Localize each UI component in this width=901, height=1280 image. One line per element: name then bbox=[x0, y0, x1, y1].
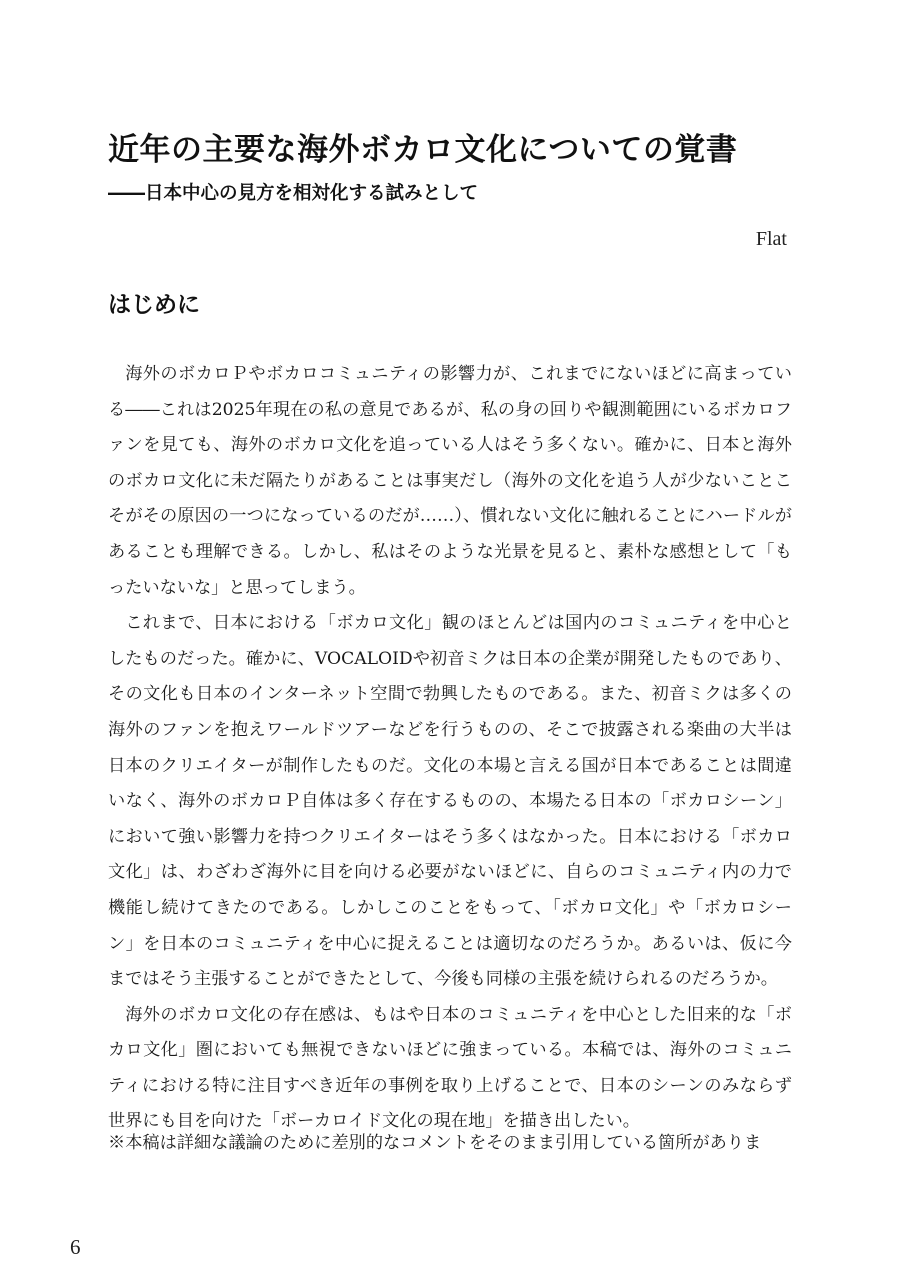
content-warning-note: ※本稿は詳細な議論のために差別的なコメントをそのまま引用している箇所がありま bbox=[108, 1133, 762, 1153]
section-heading: はじめに bbox=[108, 292, 200, 318]
paragraph: これまで、日本における「ボカロ文化」観のほとんどは国内のコミュニティを中心としたものだった。確かに、VOCALOIDや初音ミクは日本の企業が開発したものであり、その文化も日本のインターネット空間で勃興したものである。また、初音ミクは多くの海外のファンを抱えワールドツアーなどを行うものの、そこで披露される楽曲の大半は日本のクリエイターが制作したものだ。文化の本場と言える国が日本であることは間違いなく、海外のボカロＰ自体は多く存在するものの、本場たる日本の「ボカロシーン」において強い影響力を持つクリエイターはそう多くはなかった。日本における「ボカロ文化」は、わざわざ海外に目を向ける必要がないほどに、自らのコミュニティ内の力で機能し続けてきたのである。しかしこのことをもって、「ボカロ文化」や「ボカロシーン」を日本のコミュニティを中心に捉えることは適切なのだろうか。あるいは、仮に今まではそう主張することができたとして、今後も同様の主張を続けられるのだろうか。 bbox=[108, 613, 792, 990]
article-title: 近年の主要な海外ボカロ文化についての覚書 bbox=[108, 132, 738, 168]
page-number: 6 bbox=[70, 1235, 81, 1259]
paragraph: 海外のボカロ文化の存在感は、もはや日本のコミュニティを中心とした旧来的な「ボカロ文化」圏においても無視できないほどに強まっている。本稿では、海外のコミュニティにおける特に注目すべき近年の事例を取り上げることで、日本のシーンのみならず世界にも目を向けた「ボーカロイド文化の現在地」を描き出したい。 bbox=[108, 1004, 792, 1132]
article-subtitle: ――日本中心の見方を相対化する試みとして bbox=[108, 183, 479, 204]
paragraph: 海外のボカロＰやボカロコミュニティの影響力が、これまでにないほどに高まっている――これは2025年現在の私の意見であるが、私の身の回りや観測範囲にいるボカロファンを見ても、海外のボカロ文化を追っている人はそう多くない。確かに、日本と海外のボカロ文化に未だ隔たりがあることは事実だし（海外の文化を追う人が少ないことこそがその原因の一つになっているのだが……）、慣れない文化に触れることにハードルがあることも理解できる。しかし、私はそのような光景を見ると、素朴な感想として「もったいないな」と思ってしまう。 bbox=[108, 364, 792, 598]
section-body bbox=[108, 357, 792, 1140]
author-name: Flat bbox=[755, 228, 787, 250]
